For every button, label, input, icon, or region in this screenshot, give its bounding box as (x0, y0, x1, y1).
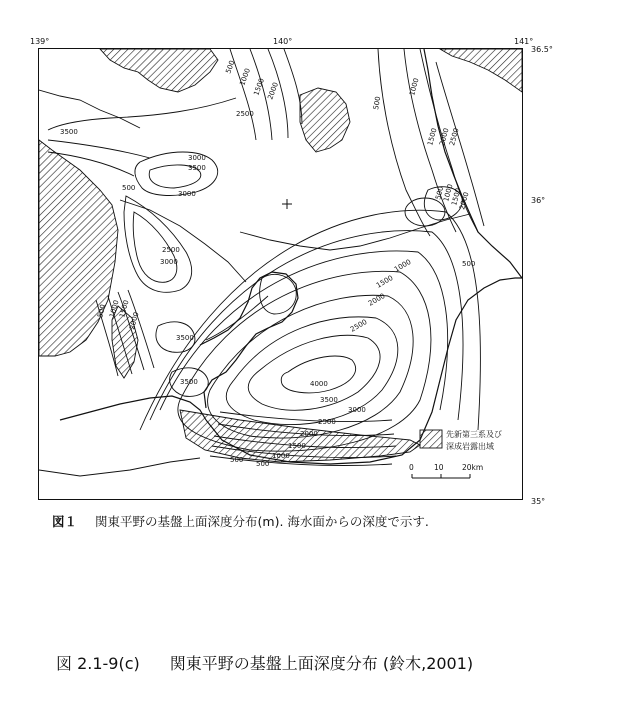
contour-label: 1000 (108, 299, 121, 319)
lat-label-36: 36° (531, 196, 546, 205)
hatched-area-west (39, 140, 121, 356)
contour-label: 2000 (367, 291, 387, 308)
contour-label: 3500 (60, 128, 78, 136)
document-caption (56, 651, 473, 674)
contour-label: 1500 (118, 299, 131, 319)
contour-label: 500 (434, 185, 446, 201)
contour-label: 3500 (320, 396, 338, 404)
lat-label-35: 35° (531, 497, 546, 506)
legend-label-line1: 先新第三系及び (446, 430, 502, 439)
contour-label: 500 (230, 456, 244, 464)
contour-label: 1500 (375, 273, 395, 290)
contour-label: 500 (122, 184, 136, 192)
contour-3000-east (226, 317, 398, 425)
contour-label: 1500 (450, 187, 463, 207)
boundary-izu (39, 458, 200, 476)
contour-label: 1000 (408, 77, 421, 97)
contour-label: 2500 (448, 127, 461, 147)
contour-label: 3500 (176, 334, 194, 342)
contour-label: 500 (96, 303, 108, 319)
contour-bay-sw (206, 296, 268, 340)
legend-label-line2: 深成岩露出域 (446, 442, 494, 451)
contour-label: 2000 (438, 127, 451, 147)
scale-label-10: 10 (434, 463, 444, 472)
contour-label: 2500 (349, 317, 369, 334)
contour-label: 500 (256, 460, 270, 468)
contour-label: 3500 (188, 164, 206, 172)
contour-tokyo-500 (260, 274, 297, 314)
contour-label: 1000 (272, 452, 290, 460)
contour-label: 3000 (348, 406, 366, 414)
contour-label: 500 (224, 59, 237, 75)
contour-3500-east (248, 335, 380, 410)
contour-label: 2500 (318, 418, 336, 426)
figure-caption (52, 512, 429, 530)
contour-label: 3000 (188, 154, 206, 162)
contour-label: 2000 (458, 191, 471, 211)
contour-label: 2000 (266, 81, 280, 101)
contour-label: 1500 (426, 127, 439, 147)
contour-label: 1000 (442, 183, 455, 203)
contour-label: 2500 (236, 110, 254, 118)
lon-label-140: 140° (273, 37, 293, 46)
contour-label: 1500 (252, 77, 266, 97)
contour-2500-east (208, 295, 413, 438)
legend-hatch-swatch (420, 430, 442, 448)
hatched-area-northeast (300, 88, 350, 152)
hatched-area-north (100, 49, 218, 92)
contour-label: 3000 (178, 190, 196, 198)
contour-label: 500 (462, 260, 476, 268)
lat-label-36-5: 36.5° (531, 45, 553, 54)
lake-kasumigaura (405, 198, 445, 226)
lon-label-139: 139° (30, 37, 50, 46)
hatched-area-ne-corner (440, 49, 522, 92)
contour-label: 2000 (300, 430, 318, 438)
scale-bar (412, 474, 470, 478)
river-west (120, 200, 246, 282)
contour-label: 1000 (393, 257, 413, 274)
contour-label: 3500 (180, 378, 198, 386)
contour-3000-northwest (48, 140, 150, 158)
contour-label: 2000 (128, 311, 141, 331)
boundary-northwest (39, 90, 140, 128)
contour-label: 500 (372, 95, 383, 111)
figure-caption-text: 関東平野の基盤上面深度分布(m). 海水面からの深度で示す. (95, 514, 429, 529)
figure-caption-number: 図１ (52, 514, 78, 529)
document-caption-number: 図 2.1-9(c) (56, 654, 140, 673)
contour-label: 2500 (162, 246, 180, 254)
scale-label-20km: 20km (462, 463, 484, 472)
contour-label: 4000 (310, 380, 328, 388)
coastline-tokyo-bay (200, 272, 298, 408)
contour-1000-east (150, 231, 463, 420)
contour-label: 3000 (160, 258, 178, 266)
lon-label-141: 141° (514, 37, 534, 46)
contour-label: 1500 (288, 442, 306, 450)
coastline-kashima (424, 49, 522, 278)
scale-label-0: 0 (409, 463, 414, 472)
contour-2500-north (48, 98, 236, 130)
document-caption-text: 関東平野の基盤上面深度分布 (鈴木,2001) (169, 654, 474, 673)
contour-500-northeast (378, 49, 430, 236)
contour-label: 1000 (238, 67, 252, 87)
contour-2000-north (284, 49, 302, 124)
